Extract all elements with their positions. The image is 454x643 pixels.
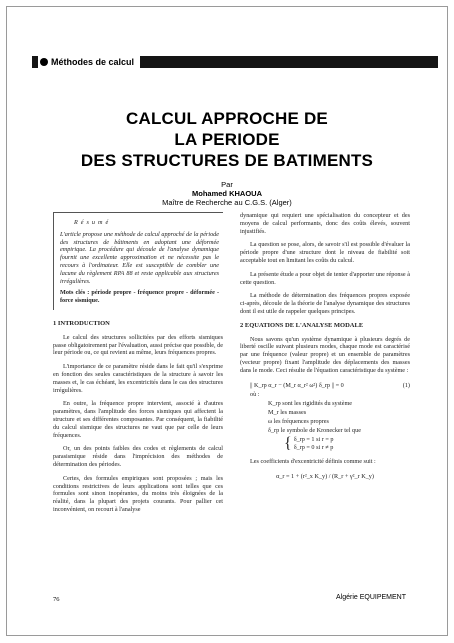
paragraph: En outre, la fréquence propre intervient, associé à d'autres paramètres, dans l'amplitude des forces sismiques qui affectent la structure et ses différentes composantes. Par conséquent, la fiabilité du calcul sismique des structures ne vaut que par celle de leurs fréquences. — [53, 400, 223, 439]
equation-main-row — [240, 381, 410, 390]
section2-heading: 2 EQUATIONS DE L'ANALYSE MODALE — [240, 321, 364, 329]
equation-block — [240, 381, 410, 481]
keywords: Mots clés : période propre - fréquence propre - déformée - force sismique. — [60, 289, 219, 305]
paragraph: La présente étude a pour objet de tenter d'apporter une réponse à cette question. — [240, 270, 410, 286]
title-line: LA PERIODE — [174, 130, 280, 149]
abstract-box — [53, 212, 223, 310]
intro-heading: 1 INTRODUCTION — [53, 319, 110, 327]
where-list — [240, 399, 410, 435]
equation-number: (1) — [402, 381, 410, 389]
by-label: Par — [221, 180, 233, 189]
journal-name: Algérie EQUIPEMENT — [336, 594, 407, 601]
paragraph: dynamique qui requiert une spécialisation du concepteur et des moyens de calcul performants, donc des coûts élevés, souvent injustifiés. — [240, 212, 410, 235]
paragraph: Certes, des formules empiriques sont proposées ; mais les conditions restrictives de leurs applications sont telles que ces formules sont sinon inopérantes, du moins très éloignées de la réalité, dans la plupart des projets courants. Pour pallier cet inconvénient, on recourt à l'analyse — [53, 474, 223, 513]
abstract-text: L'article propose une méthode de calcul approché de la période des structures de bâtiments en adoptant une déformée empirique. La procédure qui découle de l'analyse dynamique fournit une excellente approximation et ne nécessite pas le recours à l'ordinateur. Elle est susceptible de combler une lacune du règlement RPA 88 et reste applicable aux structures irrégulières. — [60, 230, 219, 285]
eccentricity-formula: α_r = 1 + (r²_x K_y) / (R_r + γ²_r K_y) — [276, 472, 374, 480]
eccentricity-line: Les coefficients d'excentricité définis comme suit : — [250, 457, 376, 465]
page-number: 76 — [53, 596, 60, 603]
where-item: δ_rp le symbole de Kronecker tel que — [268, 426, 361, 434]
section-header-label: Méthodes de calcul — [51, 57, 135, 67]
paragraph: La méthode de détermination des fréquences propres exposée ci-après, découle de la théorie de l'analyse dynamique des structures dont il est utile de rappeler quelques principes. — [240, 292, 410, 315]
article-title — [0, 108, 454, 171]
paragraph: La question se pose, alors, de savoir s'il est possible d'évaluer la période propre d'une structure dont le niveau de fiabilité soit acceptable tout en limitant les coûts du calcul. — [240, 241, 410, 264]
paragraph: Nous savons qu'un système dynamique à plusieurs degrés de liberté oscille suivant plusieurs modes, chaque mode est caractérisé par une fréquence (valeur propre) et un ensemble de paramètres (vecteur propre) fixant l'amplitude des déplacements des masses dans le mode. Ceci résulte de l'équation caractéristique du système : — [240, 335, 410, 374]
bullet-icon — [40, 58, 48, 66]
kronecker-case: δ_rp = 1 si r = p — [293, 435, 334, 443]
paragraph: L'importance de ce paramètre réside dans le fait qu'il s'exprime en fonction des seules caractéristiques de la structure à savoir les masses et, le cas échéant, les excentricités dans le cas des structures irrégulières. — [53, 363, 223, 394]
right-column — [240, 212, 410, 485]
paragraph: Or, un des points faibles des codes et règlements de calcul parasismique réside dans l'imprécision des méthodes de détermination des périodes. — [53, 445, 223, 468]
abstract-heading: Résumé — [74, 219, 112, 226]
brace-glyph: { — [284, 434, 292, 452]
kronecker-cases — [240, 435, 410, 453]
where-item: K_rp sont les rigidités du système — [268, 399, 353, 407]
byline — [0, 180, 454, 207]
where-item: ω les fréquences propres — [268, 417, 329, 425]
where-label: où : — [250, 390, 260, 398]
author-affiliation: Maître de Recherche au C.G.S. (Alger) — [162, 198, 292, 207]
left-column — [53, 212, 223, 520]
paragraph: Le calcul des structures sollicitées par des efforts sismiques passe obligatoirement par l'évaluation, aussi précise que possible, de leur période ou, ce qui revient au même, leurs fréquences propres. — [53, 333, 223, 357]
title-line: DES STRUCTURES DE BATIMENTS — [80, 151, 374, 170]
section-header — [38, 56, 140, 68]
equation-main: || K_rp α_r − (M_r α_r² ω²) δ_rp || = 0 — [250, 381, 344, 389]
title-line: CALCUL APPROCHE DE — [126, 109, 328, 128]
where-item: M_r les masses — [268, 408, 307, 416]
author-name: Mohamed KHAOUA — [191, 189, 262, 198]
kronecker-case: δ_rp = 0 si r ≠ p — [293, 443, 334, 451]
